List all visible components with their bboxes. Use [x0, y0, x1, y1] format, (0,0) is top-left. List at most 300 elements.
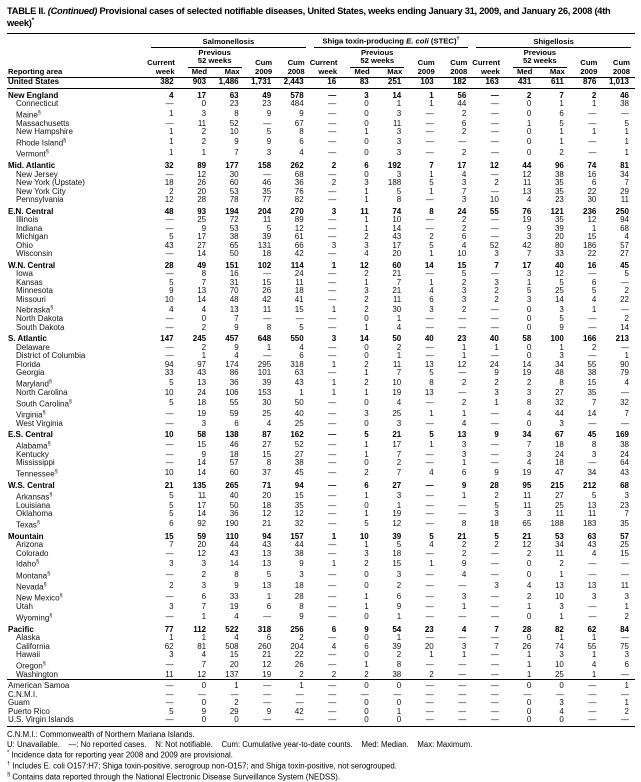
data-cell: 67: [554, 430, 564, 440]
data-cell: 4: [526, 408, 532, 418]
group-header-row: [7, 34, 635, 48]
data-cell: 50: [229, 249, 239, 259]
data-cell: 7: [624, 408, 629, 418]
data-cell: 0: [526, 109, 532, 119]
data-cell: 236: [583, 206, 597, 216]
data-cell: 1: [364, 592, 369, 602]
data-cell: 1: [364, 490, 369, 500]
data-cell: 2: [494, 178, 499, 188]
data-cell: 3: [559, 304, 564, 314]
data-cell: 1: [559, 127, 564, 137]
data-cell: 2: [201, 569, 207, 579]
data-cell: —: [425, 118, 434, 128]
data-cell: 8: [266, 458, 272, 468]
data-cell: 3: [364, 240, 369, 250]
data-cell: 17: [197, 500, 207, 510]
data-cell: 34: [554, 540, 564, 550]
data-cell: —: [490, 660, 499, 670]
table-row: [7, 491, 635, 502]
row-label: Guam: [8, 699, 30, 708]
data-cell: —: [425, 490, 434, 500]
table-row: [7, 603, 635, 612]
data-cell: 21: [262, 650, 272, 660]
data-cell: 39: [392, 641, 402, 651]
row-label: S. Atlantic: [8, 334, 47, 344]
data-cell: 1: [526, 277, 532, 287]
data-cell: 7: [169, 540, 174, 550]
data-cell: 1: [591, 99, 597, 109]
data-cell: 5: [396, 186, 402, 196]
data-cell: —: [458, 660, 467, 670]
table-row: [7, 530, 635, 542]
data-cell: —: [328, 294, 337, 304]
data-cell: —: [490, 137, 499, 147]
table-row: [7, 581, 635, 592]
row-label: Maryland§: [16, 378, 52, 389]
data-cell: 14: [522, 359, 532, 369]
table-row: [7, 296, 635, 305]
data-cell: 9: [559, 322, 564, 332]
data-cell: 43: [164, 240, 174, 250]
table-row: [7, 510, 635, 519]
data-cell: 15: [262, 277, 272, 287]
data-cell: 5: [169, 397, 174, 407]
data-cell: 5: [299, 322, 304, 332]
row-label: North Carolina: [16, 389, 68, 397]
data-cell: 7: [429, 161, 434, 171]
data-cell: —: [621, 109, 629, 119]
data-cell: 1: [396, 706, 402, 716]
data-cell: 63: [294, 368, 304, 378]
data-cell: —: [458, 137, 467, 147]
data-cell: 43: [392, 232, 402, 242]
data-cell: —: [588, 611, 597, 621]
data-cell: 6: [299, 351, 304, 361]
data-cell: —: [490, 440, 499, 450]
data-cell: 4: [234, 633, 239, 643]
data-cell: 9: [201, 706, 207, 716]
data-cell: 3: [396, 490, 402, 500]
data-cell: 18: [229, 449, 239, 459]
data-cell: 166: [583, 334, 597, 344]
data-cell: 15: [620, 548, 629, 558]
data-cell: 6: [331, 624, 337, 634]
data-cell: 5: [364, 519, 369, 529]
data-cell: 245: [192, 334, 207, 344]
data-cell: —: [425, 548, 434, 558]
data-cell: 1: [201, 611, 207, 621]
data-cell: 9: [299, 558, 304, 568]
data-cell: 13: [197, 378, 207, 388]
data-cell: —: [328, 698, 337, 708]
data-cell: 5: [169, 706, 174, 716]
data-cell: 3: [201, 109, 207, 119]
data-cell: 10: [489, 195, 499, 205]
data-cell: 8: [234, 109, 239, 119]
data-cell: 2: [494, 294, 499, 304]
data-cell: 0: [364, 314, 369, 324]
data-cell: 3: [201, 558, 207, 568]
data-cell: 27: [262, 440, 272, 450]
data-cell: 1: [602, 680, 635, 691]
data-cell: 9: [494, 430, 499, 440]
data-cell: 2: [364, 232, 369, 242]
data-cell: 4: [591, 660, 597, 670]
data-cell: 101: [257, 368, 272, 378]
data-cell: —: [458, 314, 467, 324]
table-row: [7, 550, 635, 559]
data-cell: 14: [424, 260, 434, 270]
data-cell: 35: [554, 215, 564, 225]
data-cell: 158: [257, 161, 272, 171]
table-row: [7, 225, 635, 234]
data-cell: 2: [461, 540, 467, 550]
data-cell: 55: [229, 397, 239, 407]
data-cell: 35: [587, 388, 597, 397]
data-cell: 4: [591, 548, 597, 558]
data-cell: 17: [522, 260, 532, 270]
data-cell: 1: [461, 602, 467, 612]
data-cell: 6: [364, 161, 369, 171]
data-cell: 15: [262, 449, 272, 459]
data-cell: 10: [164, 294, 174, 304]
data-cell: —: [588, 706, 597, 716]
data-cell: 1: [331, 359, 337, 369]
data-cell: 16: [310, 78, 343, 89]
data-cell: 1: [331, 388, 337, 397]
data-cell: 11: [262, 304, 272, 314]
data-cell: 0: [364, 342, 369, 352]
data-cell: 46: [262, 178, 272, 188]
row-label: Arkansas§: [16, 491, 53, 502]
data-cell: 12: [359, 260, 369, 270]
data-cell: —: [328, 509, 337, 519]
data-cell: 7: [526, 249, 532, 259]
data-cell: 1: [559, 633, 564, 643]
row-label: C.N.M.I.: [8, 690, 38, 699]
row-label: U.S. Virgin Islands: [7, 716, 147, 726]
data-cell: 1: [364, 540, 369, 550]
row-label: Colorado: [16, 549, 49, 558]
data-cell: 194: [225, 206, 239, 216]
data-cell: 30: [262, 397, 272, 407]
data-cell: —: [490, 689, 499, 699]
data-cell: —: [295, 689, 304, 699]
data-cell: 75: [620, 641, 629, 651]
row-label: South Carolina§: [16, 398, 72, 409]
data-cell: 114: [290, 260, 304, 270]
data-cell: 19: [392, 388, 402, 397]
table-row: [7, 468, 635, 479]
data-cell: —: [165, 458, 174, 468]
data-cell: 5: [559, 277, 564, 287]
data-cell: 9: [234, 322, 239, 332]
current-week-header: Current week: [147, 48, 180, 78]
data-cell: 82: [294, 195, 304, 205]
data-cell: 0: [537, 680, 570, 691]
data-cell: 8: [266, 322, 272, 332]
data-cell: 2: [494, 540, 499, 550]
row-label: W.N. Central: [8, 260, 56, 270]
data-cell: —: [490, 611, 499, 621]
med-header: Med: [505, 68, 538, 78]
data-cell: 94: [164, 359, 174, 369]
data-cell: —: [328, 342, 337, 352]
data-cell: —: [425, 569, 434, 579]
data-cell: —: [263, 314, 272, 324]
data-cell: —: [490, 698, 499, 708]
table-row: [7, 148, 635, 159]
table-row: [7, 691, 635, 700]
data-cell: 23: [554, 195, 564, 205]
data-cell: 58: [197, 430, 207, 440]
data-cell: 2: [494, 378, 499, 388]
data-cell: 49: [197, 260, 207, 270]
data-cell: 5: [266, 569, 272, 579]
data-cell: 169: [615, 430, 629, 440]
group-header-stec: [310, 34, 473, 48]
data-cell: 4: [429, 468, 434, 478]
data-cell: 9: [234, 581, 239, 591]
group-label: Shiga toxin-producing: [322, 36, 407, 46]
row-label: North Dakota: [16, 315, 64, 324]
data-cell: —: [490, 602, 499, 612]
data-cell: 40: [489, 334, 499, 344]
data-cell: 24: [489, 359, 499, 369]
data-cell: —: [425, 449, 434, 459]
data-cell: —: [328, 468, 337, 478]
data-cell: —: [165, 408, 174, 418]
data-cell: 43: [587, 540, 597, 550]
data-cell: 0: [526, 148, 532, 158]
data-cell: —: [393, 689, 402, 699]
data-cell: 24: [197, 388, 207, 397]
data-cell: —: [165, 215, 174, 225]
data-cell: 5: [526, 286, 532, 296]
data-cell: —: [490, 669, 499, 679]
data-cell: 1: [364, 223, 369, 233]
data-cell: 431: [505, 78, 538, 89]
data-cell: 86: [229, 368, 239, 378]
data-cell: 95: [522, 481, 532, 491]
data-cell: 2: [591, 90, 597, 100]
data-cell: 36: [229, 378, 239, 388]
data-cell: 3: [396, 569, 402, 579]
data-cell: 0: [201, 99, 207, 109]
table-row: [7, 259, 635, 271]
data-cell: 30: [392, 304, 402, 314]
data-cell: 0: [364, 706, 369, 716]
data-cell: 1: [364, 660, 369, 670]
data-cell: 7: [201, 277, 207, 287]
data-cell: 21: [392, 286, 402, 296]
data-cell: 106: [225, 388, 239, 397]
data-cell: —: [490, 418, 499, 428]
data-cell: 3: [559, 698, 564, 708]
data-cell: 3: [364, 408, 369, 418]
data-cell: 0: [526, 127, 532, 137]
row-label: Mid. Atlantic: [8, 161, 56, 171]
data-cell: 67: [294, 118, 304, 128]
data-cell: 14: [229, 558, 239, 568]
data-cell: 0: [526, 706, 532, 716]
data-cell: 3: [396, 418, 402, 428]
data-cell: —: [328, 148, 337, 158]
group-label: Salmonellosis: [202, 36, 255, 46]
data-cell: 1: [331, 558, 337, 568]
data-cell: 10: [229, 127, 239, 137]
data-cell: 13: [262, 558, 272, 568]
data-cell: —: [523, 689, 532, 699]
data-cell: 25: [620, 540, 629, 550]
data-cell: 4: [559, 706, 564, 716]
data-cell: 7: [461, 186, 467, 196]
data-cell: 53: [229, 186, 239, 196]
data-cell: 82: [554, 624, 564, 634]
data-cell: —: [245, 716, 278, 726]
table-row: [7, 420, 635, 429]
data-cell: 74: [392, 206, 402, 216]
data-cell: 0: [526, 304, 532, 314]
data-cell: —: [621, 669, 629, 679]
data-cell: 9: [266, 109, 272, 119]
data-cell: 54: [392, 624, 402, 634]
data-cell: —: [295, 314, 304, 324]
data-cell: 215: [550, 481, 564, 491]
data-cell: 12: [457, 359, 467, 369]
table-row: [7, 128, 635, 137]
data-cell: 12: [197, 669, 207, 679]
data-cell: 44: [294, 540, 304, 550]
data-cell: 1: [201, 633, 207, 643]
table-row: [7, 699, 635, 708]
data-cell: 0: [526, 569, 532, 579]
data-cell: 29: [620, 186, 629, 196]
data-cell: 26: [197, 178, 207, 188]
data-cell: 39: [554, 223, 564, 233]
data-cell: 0: [364, 581, 369, 591]
data-cell: 87: [262, 430, 272, 440]
data-cell: 5: [364, 430, 369, 440]
data-cell: 20: [229, 660, 239, 670]
data-cell: 8: [429, 206, 434, 216]
data-cell: 251: [375, 78, 408, 89]
data-cell: 3: [494, 388, 499, 397]
data-cell: —: [458, 706, 467, 716]
data-cell: 0: [526, 342, 532, 352]
data-cell: —: [328, 689, 337, 699]
data-cell: —: [147, 680, 180, 691]
data-cell: 26: [522, 641, 532, 651]
data-cell: 0: [364, 633, 369, 643]
data-cell: 5: [429, 178, 434, 188]
data-cell: 2: [429, 232, 434, 242]
row-label: Idaho§: [16, 559, 40, 570]
data-cell: 457: [225, 334, 239, 344]
data-cell: 1,731: [245, 78, 278, 89]
data-cell: 151: [225, 260, 239, 270]
data-cell: 12: [554, 269, 564, 279]
data-cell: 2: [461, 148, 467, 158]
data-cell: 3: [299, 569, 304, 579]
data-cell: 28: [197, 195, 207, 205]
data-cell: 21: [522, 531, 532, 541]
row-label: New York City: [16, 187, 66, 196]
table-row: [7, 216, 635, 225]
data-cell: —: [588, 569, 597, 579]
data-cell: 1: [429, 169, 434, 179]
data-cell: 147: [160, 334, 174, 344]
data-cell: 2: [624, 706, 629, 716]
data-cell: 5: [169, 232, 174, 242]
data-cell: 2: [364, 304, 369, 314]
data-cell: 0: [180, 716, 213, 726]
data-cell: —: [425, 223, 434, 233]
data-cell: 20: [197, 540, 207, 550]
data-cell: 16: [587, 260, 597, 270]
data-cell: —: [425, 148, 434, 158]
notifiable-diseases-table: [7, 33, 635, 727]
data-cell: 2: [396, 581, 402, 591]
data-cell: —: [490, 169, 499, 179]
data-cell: —: [490, 90, 499, 100]
data-cell: 27: [392, 481, 402, 491]
data-cell: —: [490, 232, 499, 242]
data-cell: 7: [396, 449, 402, 459]
table-row: [7, 651, 635, 660]
data-cell: 30: [229, 169, 239, 179]
data-cell: 4: [461, 418, 467, 428]
data-cell: —: [263, 269, 272, 279]
data-cell: 0: [526, 558, 532, 568]
data-cell: —: [328, 351, 337, 361]
data-cell: —: [490, 269, 499, 279]
row-label: Michigan: [16, 233, 49, 242]
data-cell: 21: [392, 430, 402, 440]
data-cell: —: [588, 118, 597, 128]
data-cell: 11: [588, 509, 597, 519]
data-cell: 1: [396, 611, 402, 621]
data-cell: 1: [364, 186, 369, 196]
row-label: Wisconsin: [16, 250, 53, 259]
data-cell: 12: [164, 195, 174, 205]
data-cell: 188: [387, 178, 402, 188]
table-row: [7, 558, 635, 569]
data-cell: 6: [461, 468, 467, 478]
data-cell: —: [425, 633, 434, 643]
data-cell: 2: [526, 378, 532, 388]
data-cell: —: [263, 351, 272, 361]
data-cell: 1: [429, 277, 434, 287]
data-cell: —: [490, 351, 499, 361]
data-cell: 0: [526, 351, 532, 361]
data-cell: 22: [587, 186, 597, 196]
data-cell: 5: [429, 240, 434, 250]
current-week-header: Current week: [472, 48, 505, 78]
data-cell: 8: [429, 378, 434, 388]
data-cell: 13: [457, 430, 467, 440]
data-cell: 4: [461, 240, 467, 250]
data-cell: 21: [164, 481, 174, 491]
data-cell: 0: [396, 698, 402, 708]
table-row: [7, 120, 635, 129]
data-cell: 10: [554, 660, 564, 670]
data-cell: 1: [494, 342, 499, 352]
data-cell: 1: [624, 137, 629, 147]
data-cell: 17: [392, 440, 402, 450]
data-cell: 1: [429, 90, 434, 100]
data-cell: —: [328, 314, 337, 324]
